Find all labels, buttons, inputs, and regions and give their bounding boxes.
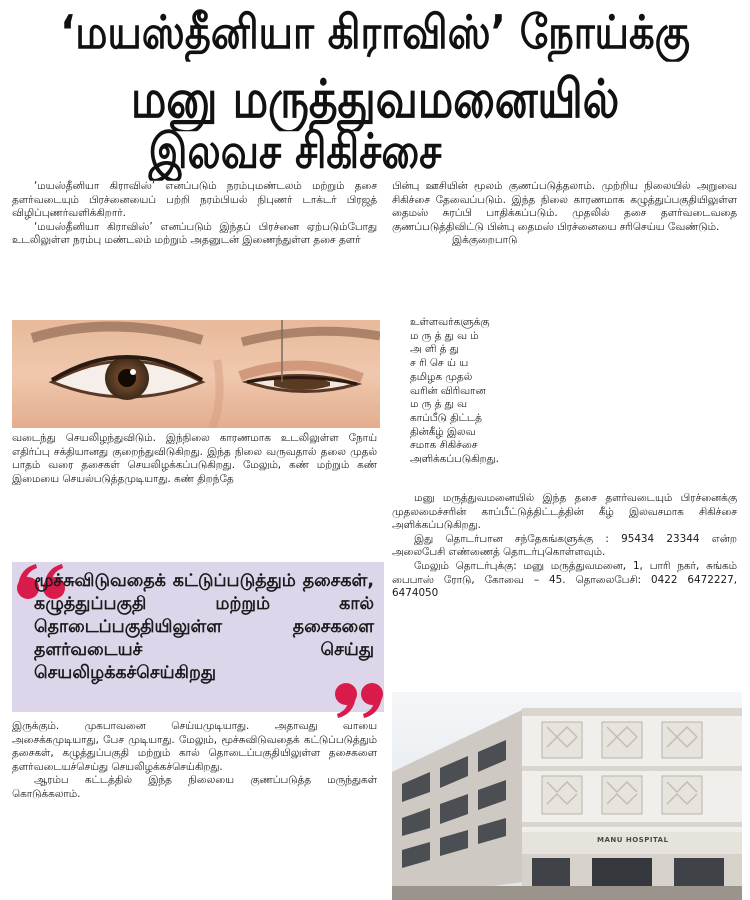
paragraph: இருக்கும். முகபாவனை செய்யமுடியாது. அதாவது வாயை அசைக்கமுடியாது, பேச முடியாது. மேலும், மூச்சுவிடுவதைக் கட்டுப்படுத்தும் தசைகள், கழுத்துப்பகுதி மற்றும் கால் தொடைப்பகுதியிலுள்ள தசைகளை தளர்வடையச்செய்து செயலிழக்கச்செய்கிறது. [12,720,377,773]
text-line: உள்ளவர்களுக்கு [410,316,490,328]
paragraph: ‘மயஸ்தீனியா கிராவிஸ்’ எனப்படும் நரம்புமண்டலம் மற்றும் தசை தளர்வடையும் பிரச்னையைப் பற்றி நரம்பியல் நிபுணர் டாக்டர் பிரஜத் விழிப்புணர்வளிக்கிறார். [12,180,377,220]
text-line: தமிழக முதல் [410,370,473,383]
paragraph: இக்குறைபாடு [452,234,518,247]
hospital-building-illustration [392,692,742,900]
paragraph: ஆரம்ப கட்டத்தில் இந்த நிலையை குணப்படுத்த மருந்துகள் கொடுக்கலாம். [12,774,377,800]
paragraph: வடைந்து செயலிழந்துவிடும். இந்நிலை காரணமாக உடலிலுள்ள நோய் எதிர்ப்பு சக்தியானது குறைந்துவிடுகிறது. இந்த நிலை வருவதால் தலை முதல் பாதம் வரை தசைகள் செயலிழக்கப்படுகிறது. மேலும், கண் மற்றும் கண் இமையை செயல்படுத்தமுடியாது. கண் திறந்தே [12,432,377,485]
text-line: சமாக சிகிச்சை [410,439,478,452]
text-line: அ ளி த் து [410,343,459,356]
text-line: வரின் விரிவான [410,384,486,397]
article-column-2-bottom [392,492,737,692]
pull-quote-text: மூச்சுவிடுவதைக் கட்டுப்படுத்தும் தசைகள், கழுத்துப்பகுதி மற்றும் கால் தொடைப்பகுதியிலுள்ள தசைகளை தளர்வடையச் செய்து செயலிழக்கச்செய்கிறது [34,571,374,683]
hospital-sign: MANU HOSPITAL [597,836,669,844]
paragraph: பின்பு ஊசியின் மூலம் குணப்படுத்தலாம். முற்றிய நிலையில் அறுவை சிகிச்சை தேவைப்படும். இந்த நிலை காரணமாக கழுத்துப்பகுதியிலுள்ள தைமஸ் சுரப்பி பாதிக்கப்படும். முதலில் தசை தளர்வடைவதை குணப்படுத்திவிட்டு பின்பு தைமஸ் பிரச்னையை சரிசெய்ய வேண்டும். [392,180,737,233]
eye-illustration [12,320,380,428]
contact-paragraph: இது தொடர்பான சந்தேகங்களுக்கு : 95434 23344 என்ற அலைபேசி எண்ணைத் தொடர்புகொள்ளவும். [392,532,737,559]
eye-photo [12,320,380,428]
article-column-2-top [392,180,737,315]
close-quote-icon [330,680,386,720]
article-column-1-bottom [12,720,377,870]
hospital-photo [392,692,742,900]
article-column-1-top [12,180,377,316]
paragraph: மனு மருத்துவமனையில் இந்த தசை தளர்வடையும் பிரச்னைக்கு முதலமைச்சரின் காப்பீட்டுத்திட்டத்தின் கீழ் இலவசமாக சிகிச்சை அளிக்கப்படுகிறது. [392,492,737,532]
article-column-1-middle [12,432,377,557]
text-line: ச ரி செ ய் ய [410,357,469,370]
text-line: ம ரு த் து வ [410,398,467,411]
text-line: காப்பீடு திட்டத் [410,411,482,424]
paragraph: ‘மயஸ்தீனியா கிராவிஸ்’ எனப்படும் இந்தப் பிரச்னை ஏற்படும்போது உடலிலுள்ள நரம்பு மண்டலம் மற்றும் அதனுடன் இணைந்துள்ள தசை தளர் [12,220,377,247]
text-line: தின்கீழ் இலவ [410,425,476,438]
text-line: ம ரு த் து வ ம் [410,329,479,342]
headline-line-2: மனு மருத்துவமனையில் [130,68,620,130]
pull-quote [12,562,384,712]
text-line: அளிக்கப்படுகிறது. [410,453,499,466]
headline-line-1: ‘மயஸ்தீனியா கிராவிஸ்’ நோய்க்கு [60,6,690,60]
article-column-2-narrow [410,316,530,492]
address-paragraph: மேலும் தொடர்புக்கு: மனு மருத்துவமனை, 1, பாரி நகர், சுங்கம் பைபாஸ் ரோடு, கோவை – 45. தொலைபேசி: 0422 6472227, 6474050 [392,559,737,600]
headline-line-3: இலவச சிகிச்சை [148,124,442,180]
